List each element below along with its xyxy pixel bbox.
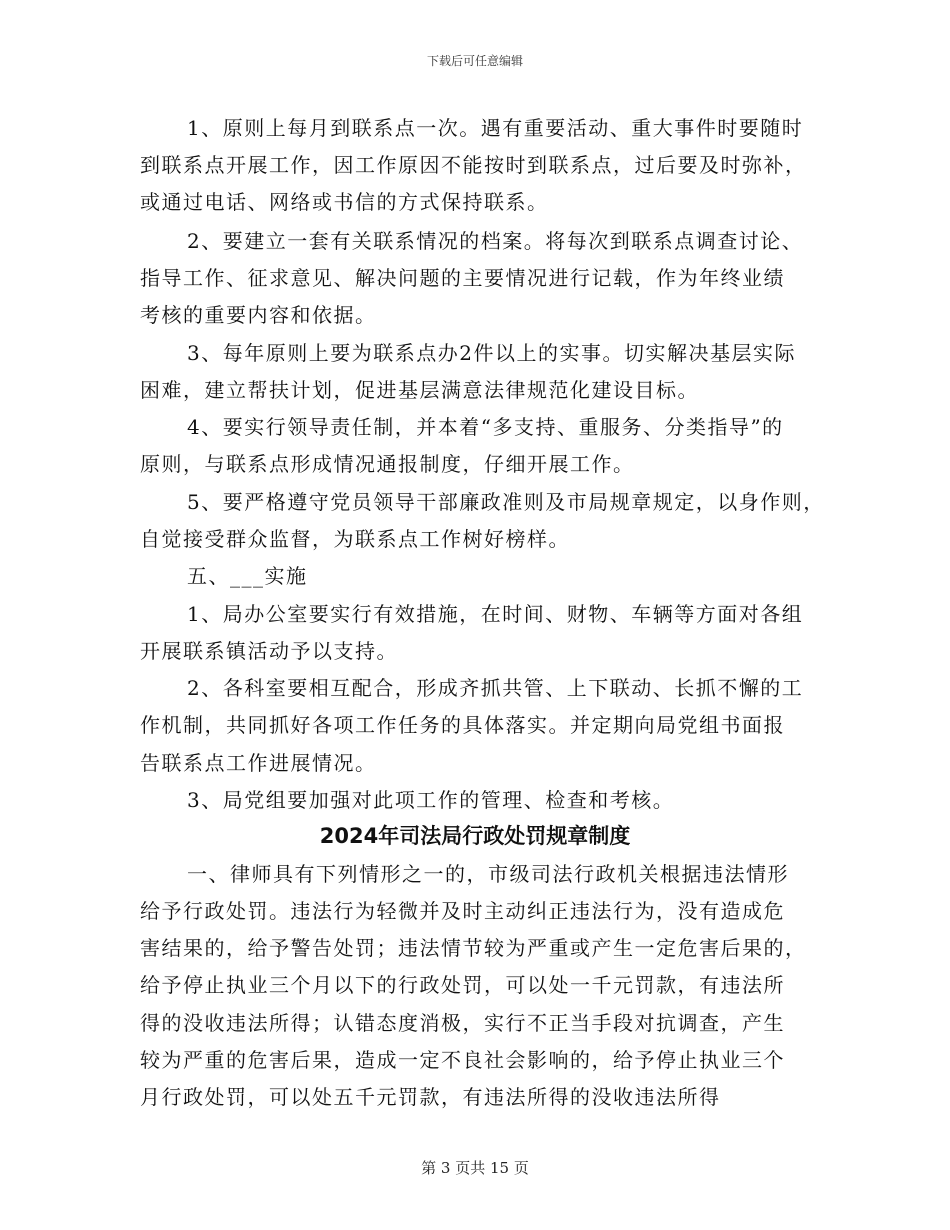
paragraph-line: 4、要实行领导责任制，并本着“多支持、重服务、分类指导”的 bbox=[187, 415, 784, 439]
paragraph-line: 5、要严格遵守党员领导干部廉政准则及市局规章规定，以身作则， bbox=[187, 490, 825, 514]
paragraph-line: 2、要建立一套有关联系情况的档案。将每次到联系点调查讨论、 bbox=[187, 229, 804, 253]
document-title: 2024年司法局行政处罚规章制度 bbox=[319, 824, 631, 848]
paragraph-line: 月行政处罚，可以处五千元罚款，有违法所得的没收违法所得 bbox=[140, 1085, 721, 1109]
paragraph-line: 到联系点开展工作，因工作原因不能按时到联系点，过后要及时弥补， bbox=[140, 153, 807, 177]
paragraph-line: 开展联系镇活动予以支持。 bbox=[140, 639, 398, 663]
paragraph-line: 或通过电话、网络或书信的方式保持联系。 bbox=[140, 190, 549, 214]
paragraph-line: 告联系点工作进展情况。 bbox=[140, 751, 377, 775]
paragraph-line: 困难，建立帮扶计划，促进基层满意法律规范化建设目标。 bbox=[140, 378, 699, 402]
page-header: 下载后可任意编辑 bbox=[426, 54, 523, 68]
paragraph-line: 一、律师具有下列情形之一的，市级司法行政机关根据违法情形 bbox=[187, 862, 789, 886]
section-heading: 五、___实施 bbox=[187, 564, 308, 588]
paragraph-line: 1、局办公室要实行有效措施，在时间、财物、车辆等方面对各组 bbox=[187, 602, 804, 626]
paragraph-line: 害结果的，给予警告处罚；违法情节较为严重或产生一定危害后果的， bbox=[140, 936, 807, 960]
paragraph-line: 较为严重的危害后果，造成一定不良社会影响的，给予停止执业三个 bbox=[140, 1048, 785, 1072]
paragraph-line: 原则，与联系点形成情况通报制度，仔细开展工作。 bbox=[140, 452, 635, 476]
paragraph-line: 作机制，共同抓好各项工作任务的具体落实。并定期向局党组书面报 bbox=[140, 713, 785, 737]
paragraph-line: 3、每年原则上要为联系点办2件以上的实事。切实解决基层实际 bbox=[187, 341, 796, 365]
paragraph-line: 1、原则上每月到联系点一次。遇有重要活动、重大事件时要随时 bbox=[187, 116, 804, 140]
paragraph-line: 给予停止执业三个月以下的行政处罚，可以处一千元罚款，有违法所 bbox=[140, 973, 785, 997]
paragraph-line: 2、各科室要相互配合，形成齐抓共管、上下联动、长抓不懈的工 bbox=[187, 676, 804, 700]
paragraph-line: 自觉接受群众监督，为联系点工作树好榜样。 bbox=[140, 527, 570, 551]
page-footer: 第 3 页共 15 页 bbox=[421, 1159, 529, 1177]
paragraph-line: 得的没收违法所得；认错态度消极，实行不正当手段对抗调查，产生 bbox=[140, 1011, 785, 1035]
paragraph-line: 指导工作、征求意见、解决问题的主要情况进行记载，作为年终业绩 bbox=[140, 266, 785, 290]
paragraph-line: 3、局党组要加强对此项工作的管理、检查和考核。 bbox=[187, 788, 675, 812]
paragraph-line: 给予行政处罚。违法行为轻微并及时主动纠正违法行为，没有造成危 bbox=[140, 899, 785, 923]
paragraph-line: 考核的重要内容和依据。 bbox=[140, 303, 377, 327]
